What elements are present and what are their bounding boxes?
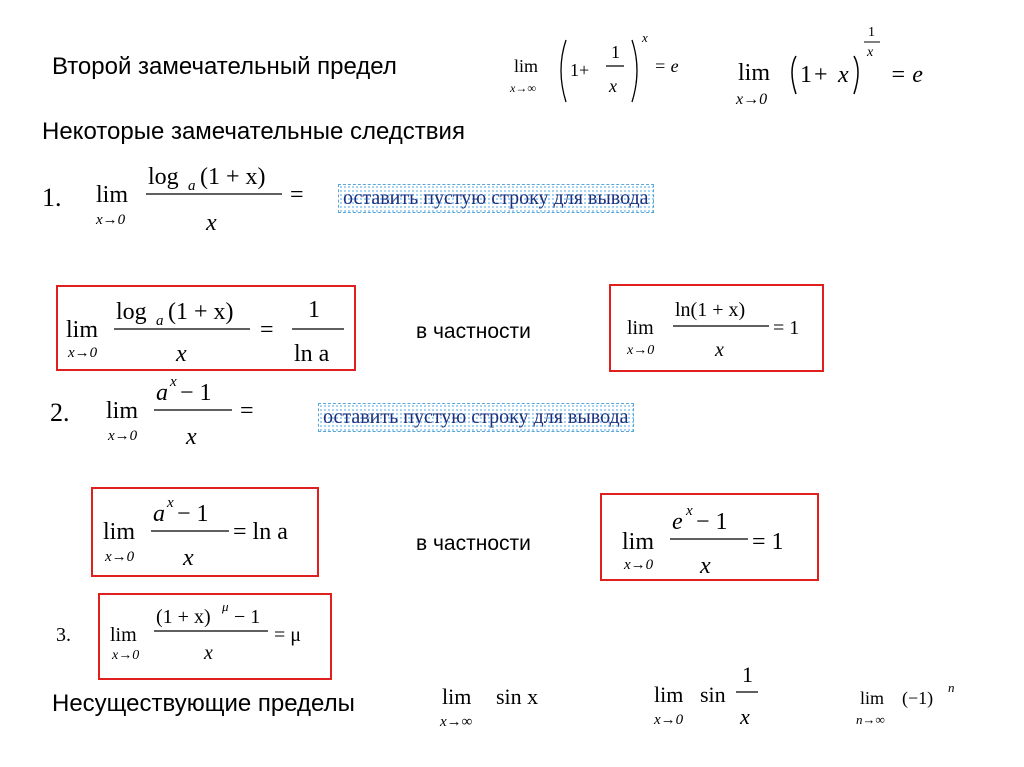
svg-text:x: x — [204, 642, 213, 664]
svg-text:− 1: − 1 — [177, 501, 209, 527]
svg-text:lim: lim — [627, 317, 654, 339]
base-x: x — [838, 62, 849, 88]
lim-subscript: x→0 — [736, 91, 768, 108]
svg-text:a: a — [188, 178, 196, 194]
result-box-ln — [609, 284, 824, 372]
svg-text:e: e — [672, 509, 683, 535]
nonexistent-title: Несуществующие пределы — [52, 690, 355, 717]
svg-text:x: x — [715, 339, 724, 361]
denominator-x: x — [609, 76, 617, 96]
formula-second-limit-inf — [508, 28, 708, 108]
svg-text:μ: μ — [222, 599, 229, 614]
lim-label: lim — [738, 60, 771, 86]
svg-text:x: x — [740, 704, 750, 729]
svg-text:x: x — [170, 374, 177, 390]
svg-text:(−1): (−1) — [902, 688, 934, 708]
formula-log-limit-question — [92, 160, 322, 240]
output-placeholder-1[interactable]: оставить пустую строку для вывода — [338, 184, 654, 213]
equals-e: = e — [890, 62, 923, 88]
svg-text:=: = — [240, 398, 254, 424]
result-box-log — [56, 285, 356, 371]
svg-text:lim: lim — [66, 317, 99, 343]
svg-text:x→0: x→0 — [108, 428, 138, 444]
in-particular-1: в частности — [416, 320, 531, 343]
svg-text:= μ: = μ — [274, 624, 302, 646]
formula-log-limit-result — [58, 287, 354, 369]
svg-text:x→∞: x→∞ — [440, 714, 473, 730]
svg-text:x→0: x→0 — [68, 345, 98, 361]
item-number-1: 1. — [42, 183, 62, 212]
item-number-2: 2. — [50, 398, 70, 427]
result-box-e — [600, 493, 819, 581]
svg-text:= ln a: = ln a — [233, 519, 288, 545]
one-plus-x-one: 1 — [800, 62, 812, 88]
svg-text:a: a — [156, 313, 164, 329]
svg-text:x: x — [176, 341, 187, 367]
svg-text:lim: lim — [103, 519, 136, 545]
output-placeholder-2[interactable]: оставить пустую строку для вывода — [318, 403, 634, 432]
svg-text:lim: lim — [622, 529, 655, 555]
svg-text:ln a: ln a — [294, 341, 330, 367]
svg-text:(1 + x): (1 + x) — [200, 164, 266, 190]
exponent-x: x — [642, 30, 648, 45]
svg-text:x→0: x→0 — [627, 343, 655, 358]
formula-e-limit — [602, 495, 817, 579]
svg-text:sin x: sin x — [496, 684, 539, 709]
svg-text:lim: lim — [96, 182, 129, 208]
formula-exp-limit-question — [100, 372, 270, 454]
formula-minus-one-power-n — [852, 676, 982, 736]
lim-subscript: x→∞ — [510, 81, 536, 95]
svg-text:1: 1 — [308, 297, 320, 323]
svg-text:ln(1 + x): ln(1 + x) — [675, 299, 746, 321]
svg-text:=: = — [290, 182, 304, 208]
formula-sin-one-over-x — [648, 660, 778, 740]
svg-text:x: x — [186, 424, 197, 450]
svg-text:log: log — [116, 299, 147, 325]
svg-text:sin: sin — [700, 682, 726, 707]
in-particular-2: в частности — [416, 532, 531, 555]
svg-text:lim: lim — [442, 684, 472, 709]
svg-text:a: a — [153, 501, 165, 527]
item-number-3: 3. — [56, 624, 71, 646]
formula-second-limit-zero — [730, 18, 950, 113]
formula-ln-limit — [611, 286, 822, 370]
svg-text:n→∞: n→∞ — [856, 712, 885, 727]
svg-text:− 1: − 1 — [234, 606, 261, 628]
svg-text:x→0: x→0 — [96, 212, 126, 228]
formula-power-limit — [100, 595, 330, 678]
exp-x: x — [867, 45, 874, 60]
svg-text:x: x — [167, 495, 174, 511]
svg-text:x→0: x→0 — [624, 557, 654, 573]
svg-text:lim: lim — [860, 688, 885, 708]
lim-label: lim — [514, 56, 539, 76]
svg-text:a: a — [156, 380, 168, 406]
formula-exp-limit-result — [93, 489, 317, 575]
svg-text:n: n — [948, 680, 955, 695]
svg-text:x: x — [183, 545, 194, 571]
formula-sin-x-inf — [436, 676, 566, 736]
svg-text:=: = — [260, 317, 274, 343]
svg-text:1: 1 — [742, 662, 753, 687]
svg-text:lim: lim — [106, 398, 139, 424]
title: Второй замечательный предел — [52, 53, 397, 80]
svg-text:x: x — [206, 210, 217, 236]
equals-e: = e — [654, 56, 679, 76]
exp-one: 1 — [868, 25, 875, 40]
svg-text:(1 + x): (1 + x) — [156, 606, 211, 628]
svg-text:log: log — [148, 164, 179, 190]
svg-text:x: x — [686, 503, 693, 519]
svg-text:lim: lim — [110, 624, 137, 646]
result-box-exp — [91, 487, 319, 577]
svg-text:= 1: = 1 — [752, 529, 784, 555]
result-box-power — [98, 593, 332, 680]
svg-text:x→0: x→0 — [112, 648, 140, 663]
plus-x: + — [814, 62, 828, 88]
svg-text:= 1: = 1 — [773, 317, 800, 339]
svg-text:x→0: x→0 — [105, 549, 135, 565]
numerator-one: 1 — [611, 42, 620, 62]
subtitle: Некоторые замечательные следствия — [42, 118, 465, 145]
svg-text:x: x — [700, 553, 711, 579]
svg-text:(1 + x): (1 + x) — [168, 299, 234, 325]
svg-text:lim: lim — [654, 682, 684, 707]
svg-text:− 1: − 1 — [180, 380, 212, 406]
svg-text:− 1: − 1 — [696, 509, 728, 535]
one-plus: 1+ — [570, 60, 590, 80]
svg-text:x→0: x→0 — [654, 712, 684, 728]
